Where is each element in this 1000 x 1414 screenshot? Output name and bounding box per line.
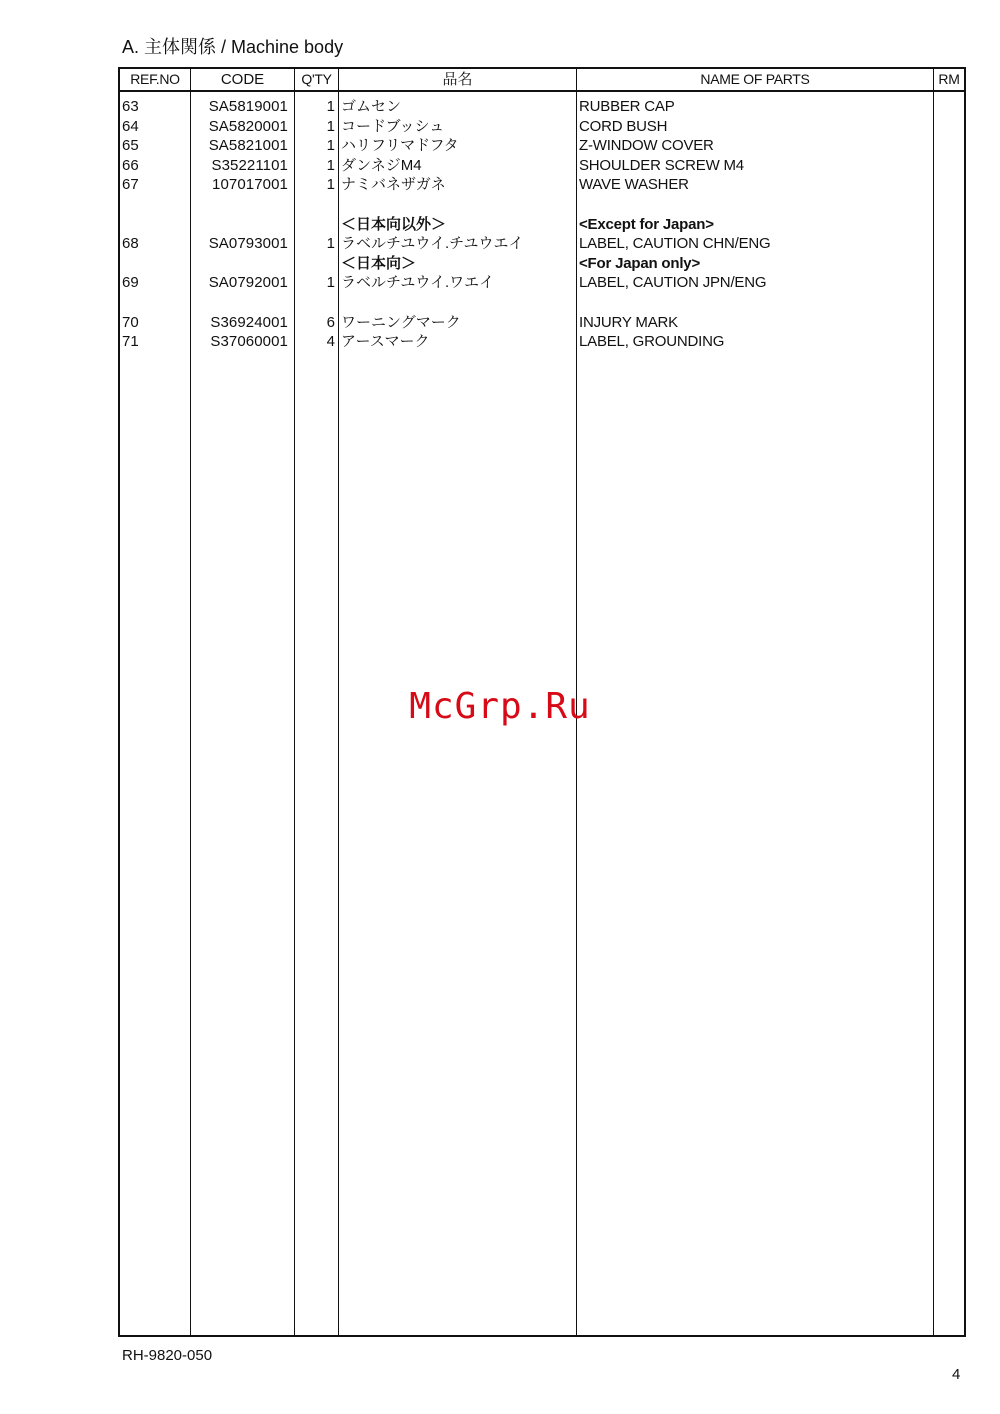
ref-cell: 68	[122, 235, 139, 253]
name-jp-cell: コードブッシュ	[341, 117, 445, 135]
code-cell: SA5819001	[208, 98, 288, 115]
header-name-jp: 品名	[442, 71, 473, 88]
document-code: RH-9820-050	[122, 1347, 213, 1364]
header-divider	[120, 90, 964, 92]
qty-cell: 6	[326, 313, 335, 331]
name-of-parts-cell: Z-WINDOW COVER	[579, 137, 714, 155]
table-row	[120, 215, 964, 235]
code-cell: S37060001	[210, 333, 288, 351]
code-cell: S36924001	[210, 313, 288, 331]
table-row	[120, 313, 964, 333]
name-of-parts-cell: INJURY MARK	[579, 313, 678, 331]
name-of-parts-cell: CORD BUSH	[579, 117, 668, 135]
table-row	[120, 234, 964, 254]
ref-cell: 64	[122, 117, 139, 135]
name-jp-cell: ワーニングマーク	[341, 313, 461, 331]
table-row	[120, 136, 964, 156]
name-of-parts-cell: LABEL, GROUNDING	[579, 333, 725, 351]
page-number: 4	[952, 1366, 961, 1383]
name-jp-cell: ラベルチユウイ.チユウエイ	[341, 235, 524, 253]
name-of-parts-cell: RUBBER CAP	[579, 98, 675, 115]
ref-cell: 71	[122, 333, 139, 351]
qty-cell: 1	[326, 156, 335, 174]
qty-cell: 1	[326, 274, 335, 292]
name-of-parts-cell: SHOULDER SCREW M4	[579, 156, 744, 174]
table-row	[120, 293, 964, 313]
code-cell: 107017001	[212, 176, 288, 194]
ref-cell: 67	[122, 176, 139, 194]
table-row	[120, 254, 964, 274]
code-cell: SA5820001	[208, 117, 288, 135]
ref-cell: 69	[122, 274, 139, 292]
name-jp-cell: ダンネジM4	[341, 156, 422, 174]
qty-cell: 1	[326, 176, 335, 194]
qty-cell: 1	[326, 117, 335, 135]
header-qty: Q'TY	[301, 71, 332, 87]
qty-cell: 1	[326, 137, 335, 155]
table-row	[120, 332, 964, 352]
page-title: A. 主体関係 / Machine body	[122, 37, 344, 57]
ref-cell: 66	[122, 156, 139, 174]
name-of-parts-cell: LABEL, CAUTION JPN/ENG	[579, 274, 767, 292]
name-jp-cell: ラベルチユウイ.ワエイ	[341, 274, 495, 292]
table-row	[120, 273, 964, 293]
table-row	[120, 97, 964, 117]
code-cell: SA0792001	[208, 274, 288, 292]
table-row	[120, 117, 964, 137]
table-body	[120, 97, 964, 352]
name-jp-cell: ＜日本向＞	[341, 254, 417, 272]
qty-cell: 1	[326, 98, 335, 115]
name-of-parts-cell: WAVE WASHER	[579, 176, 689, 194]
header-ref-no: REF.NO	[130, 71, 180, 87]
name-jp-cell: ゴムセン	[341, 98, 402, 115]
code-cell: SA0793001	[208, 235, 288, 253]
name-jp-cell: アースマーク	[341, 333, 430, 351]
table-row	[120, 175, 964, 195]
name-jp-cell: ナミバネザガネ	[341, 176, 446, 194]
table-row	[120, 156, 964, 176]
name-jp-cell: ＜日本向以外＞	[341, 215, 447, 233]
qty-cell: 4	[326, 333, 335, 351]
header-rm: RM	[938, 71, 960, 87]
table-row	[120, 195, 964, 215]
ref-cell: 65	[122, 137, 139, 155]
header-name-of-parts: NAME OF PARTS	[700, 71, 810, 87]
name-of-parts-cell: <Except for Japan>	[579, 215, 714, 233]
name-of-parts-cell: LABEL, CAUTION CHN/ENG	[579, 235, 771, 253]
qty-cell: 1	[326, 235, 335, 253]
code-cell: SA5821001	[208, 137, 288, 155]
name-jp-cell: ハリフリマドフタ	[341, 137, 459, 155]
ref-cell: 63	[122, 98, 139, 115]
name-of-parts-cell: <For Japan only>	[579, 254, 701, 272]
watermark: McGrp.Ru	[409, 686, 591, 727]
ref-cell: 70	[122, 313, 139, 331]
code-cell: S35221101	[211, 156, 288, 174]
header-code: CODE	[220, 71, 265, 88]
